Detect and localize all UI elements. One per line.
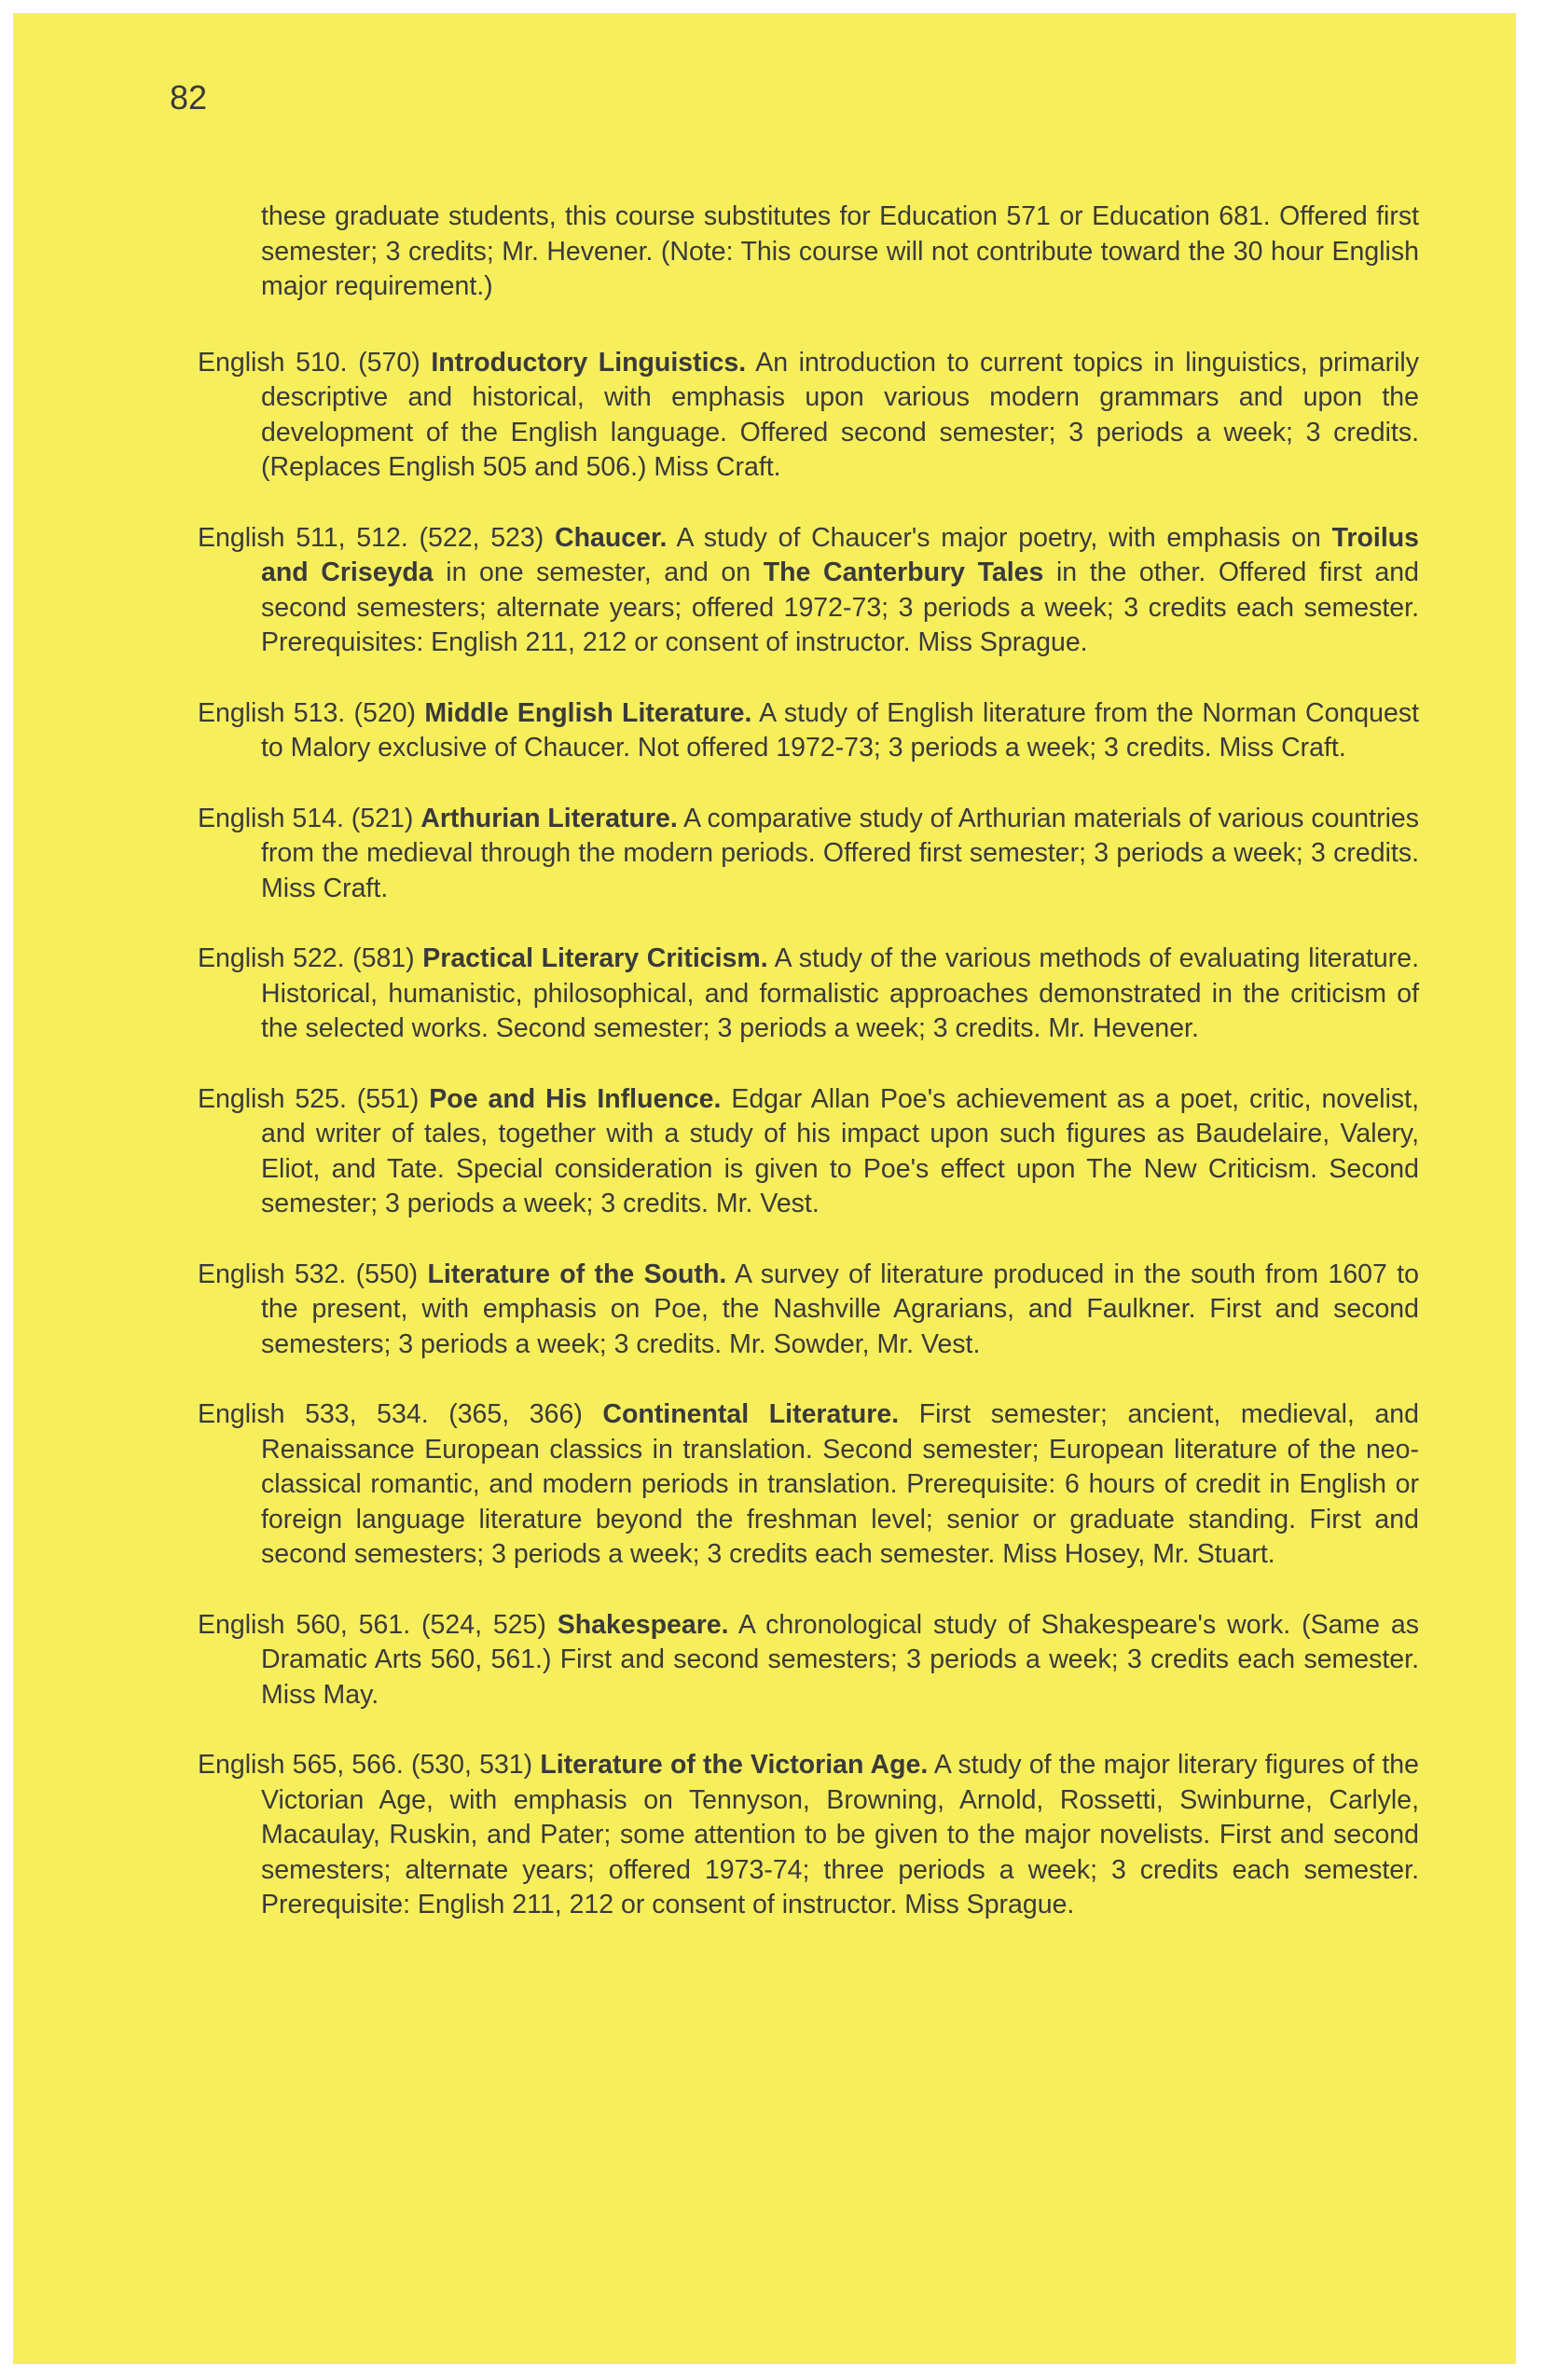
course-entry-english-511-512 [198, 521, 1419, 661]
course-description: An introduction to current topics in linguistics, primarily descriptive and historical, with emphasis upon various modern grammars and upon the development of the English language. Offered second semester; 3 periods a week; 3 credits. (Replaces English 505 and 506.) Miss Craft. [261, 347, 1419, 482]
course-code: English 514. (521) [198, 803, 421, 833]
catalog-page [13, 13, 1516, 2364]
course-title: Practical Literary Criticism. [422, 943, 768, 973]
course-description: in the other. Offered first and second semesters; alternate years; offered 1972-73; 3 periods a week; 3 credits each semester. Prerequisites: English 211, 212 or consent of instructor. Miss Sprague. [261, 557, 1419, 657]
course-code: English 511, 512. (522, 523) [198, 522, 555, 553]
work-title: Troilus and Criseyda [261, 522, 1420, 587]
course-description: A comparative study of Arthurian materials of various countries from the medieval through the modern periods. Offered first semester; 3 periods a week; 3 credits. Miss Craft. [261, 803, 1419, 903]
course-entry-english-510 [198, 346, 1419, 486]
work-title: The Canterbury Tales [763, 557, 1044, 587]
course-description: A chronological study of Shakespeare's work. (Same as Dramatic Arts 560, 561.) First and second semesters; 3 periods a week; 3 credits each semester. Miss May. [261, 1609, 1419, 1710]
course-description: A study of Chaucer's major poetry, with emphasis on [667, 522, 1332, 553]
course-title: Middle English Literature. [424, 697, 752, 728]
course-code: English 513. (520) [198, 697, 425, 728]
course-code: English 533, 534. (365, 366) [198, 1399, 603, 1429]
course-title: Shakespeare. [557, 1609, 729, 1640]
course-entry-english-514 [198, 802, 1419, 907]
course-code: English 525. (551) [198, 1083, 430, 1114]
course-title: Literature of the South. [427, 1259, 727, 1289]
page-number: 82 [170, 78, 208, 117]
course-code: English 510. (570) [198, 347, 432, 378]
course-code: English 565, 566. (530, 531) [198, 1750, 541, 1780]
course-title: Chaucer. [555, 522, 668, 553]
course-entry-english-513 [198, 696, 1419, 766]
continued-description: these graduate students, this course substitutes for Education 571 or Education 681. Offered first semester; 3 credits; Mr. Hevener. (Note: This course will not contribute toward the 30 hour English major requirement.) [261, 201, 1419, 301]
course-entry-english-525 [198, 1082, 1419, 1222]
course-entry-english-533-534 [198, 1397, 1419, 1573]
course-description: A survey of literature produced in the south from 1607 to the present, with emphasis on Poe, the Nashville Agrarians, and Faulkner. First and second semesters; 3 periods a week; 3 credits. Mr. Sowder, Mr. Vest. [261, 1259, 1419, 1359]
course-entry-english-522 [198, 942, 1419, 1047]
course-entry-english-532 [198, 1258, 1419, 1363]
course-description: A study of English literature from the Norman Conquest to Malory exclusive of Chaucer. Not offered 1972-73; 3 periods a week; 3 credits. Miss Craft. [261, 697, 1419, 763]
course-title: Poe and His Influence. [429, 1083, 722, 1114]
course-description: in one semester, and on [433, 557, 764, 587]
course-list [198, 199, 1419, 1959]
course-entry-english-565-566 [198, 1748, 1419, 1923]
course-code: English 532. (550) [198, 1259, 428, 1289]
course-title: Literature of the Victorian Age. [540, 1750, 929, 1780]
course-entry-english-560-561 [198, 1608, 1419, 1713]
course-description: First semester; ancient, medieval, and Renaissance European classics in translation. Second semester; European literature of the neo-classical romantic, and modern periods in translation. Prerequisite: 6 hours of credit in English or foreign language literature beyond the freshman level; senior or graduate standing. First and second semesters; 3 periods a week; 3 credits each semester. Miss Hosey, Mr. Stuart. [261, 1399, 1419, 1569]
course-description: A study of the major literary figures of the Victorian Age, with emphasis on Tennyson, Browning, Arnold, Rossetti, Swinburne, Carlyle, Macaulay, Ruskin, and Pater; some attention to be given to the major novelists. First and second semesters; alternate years; offered 1973-74; three periods a week; 3 credits each semester. Prerequisite: English 211, 212 or consent of instructor. Miss Sprague. [261, 1750, 1420, 1919]
course-title: Introductory Linguistics. [431, 347, 747, 378]
course-title: Arthurian Literature. [420, 803, 678, 833]
course-description: Edgar Allan Poe's achievement as a poet, critic, novelist, and writer of tales, together with a study of his impact upon such figures as Baudelaire, Valery, Eliot, and Tate. Special consideration is given to Poe's effect upon The New Criticism. Second semester; 3 periods a week; 3 credits. Mr. Vest. [261, 1083, 1419, 1218]
course-description: A study of the various methods of evaluating literature. Historical, humanistic, philosophical, and formalistic approaches demonstrated in the criticism of the selected works. Second semester; 3 periods a week; 3 credits. Mr. Hevener. [261, 943, 1419, 1043]
course-code: English 560, 561. (524, 525) [198, 1609, 558, 1640]
course-title: Continental Literature. [602, 1399, 900, 1429]
course-code: English 522. (581) [198, 943, 423, 973]
